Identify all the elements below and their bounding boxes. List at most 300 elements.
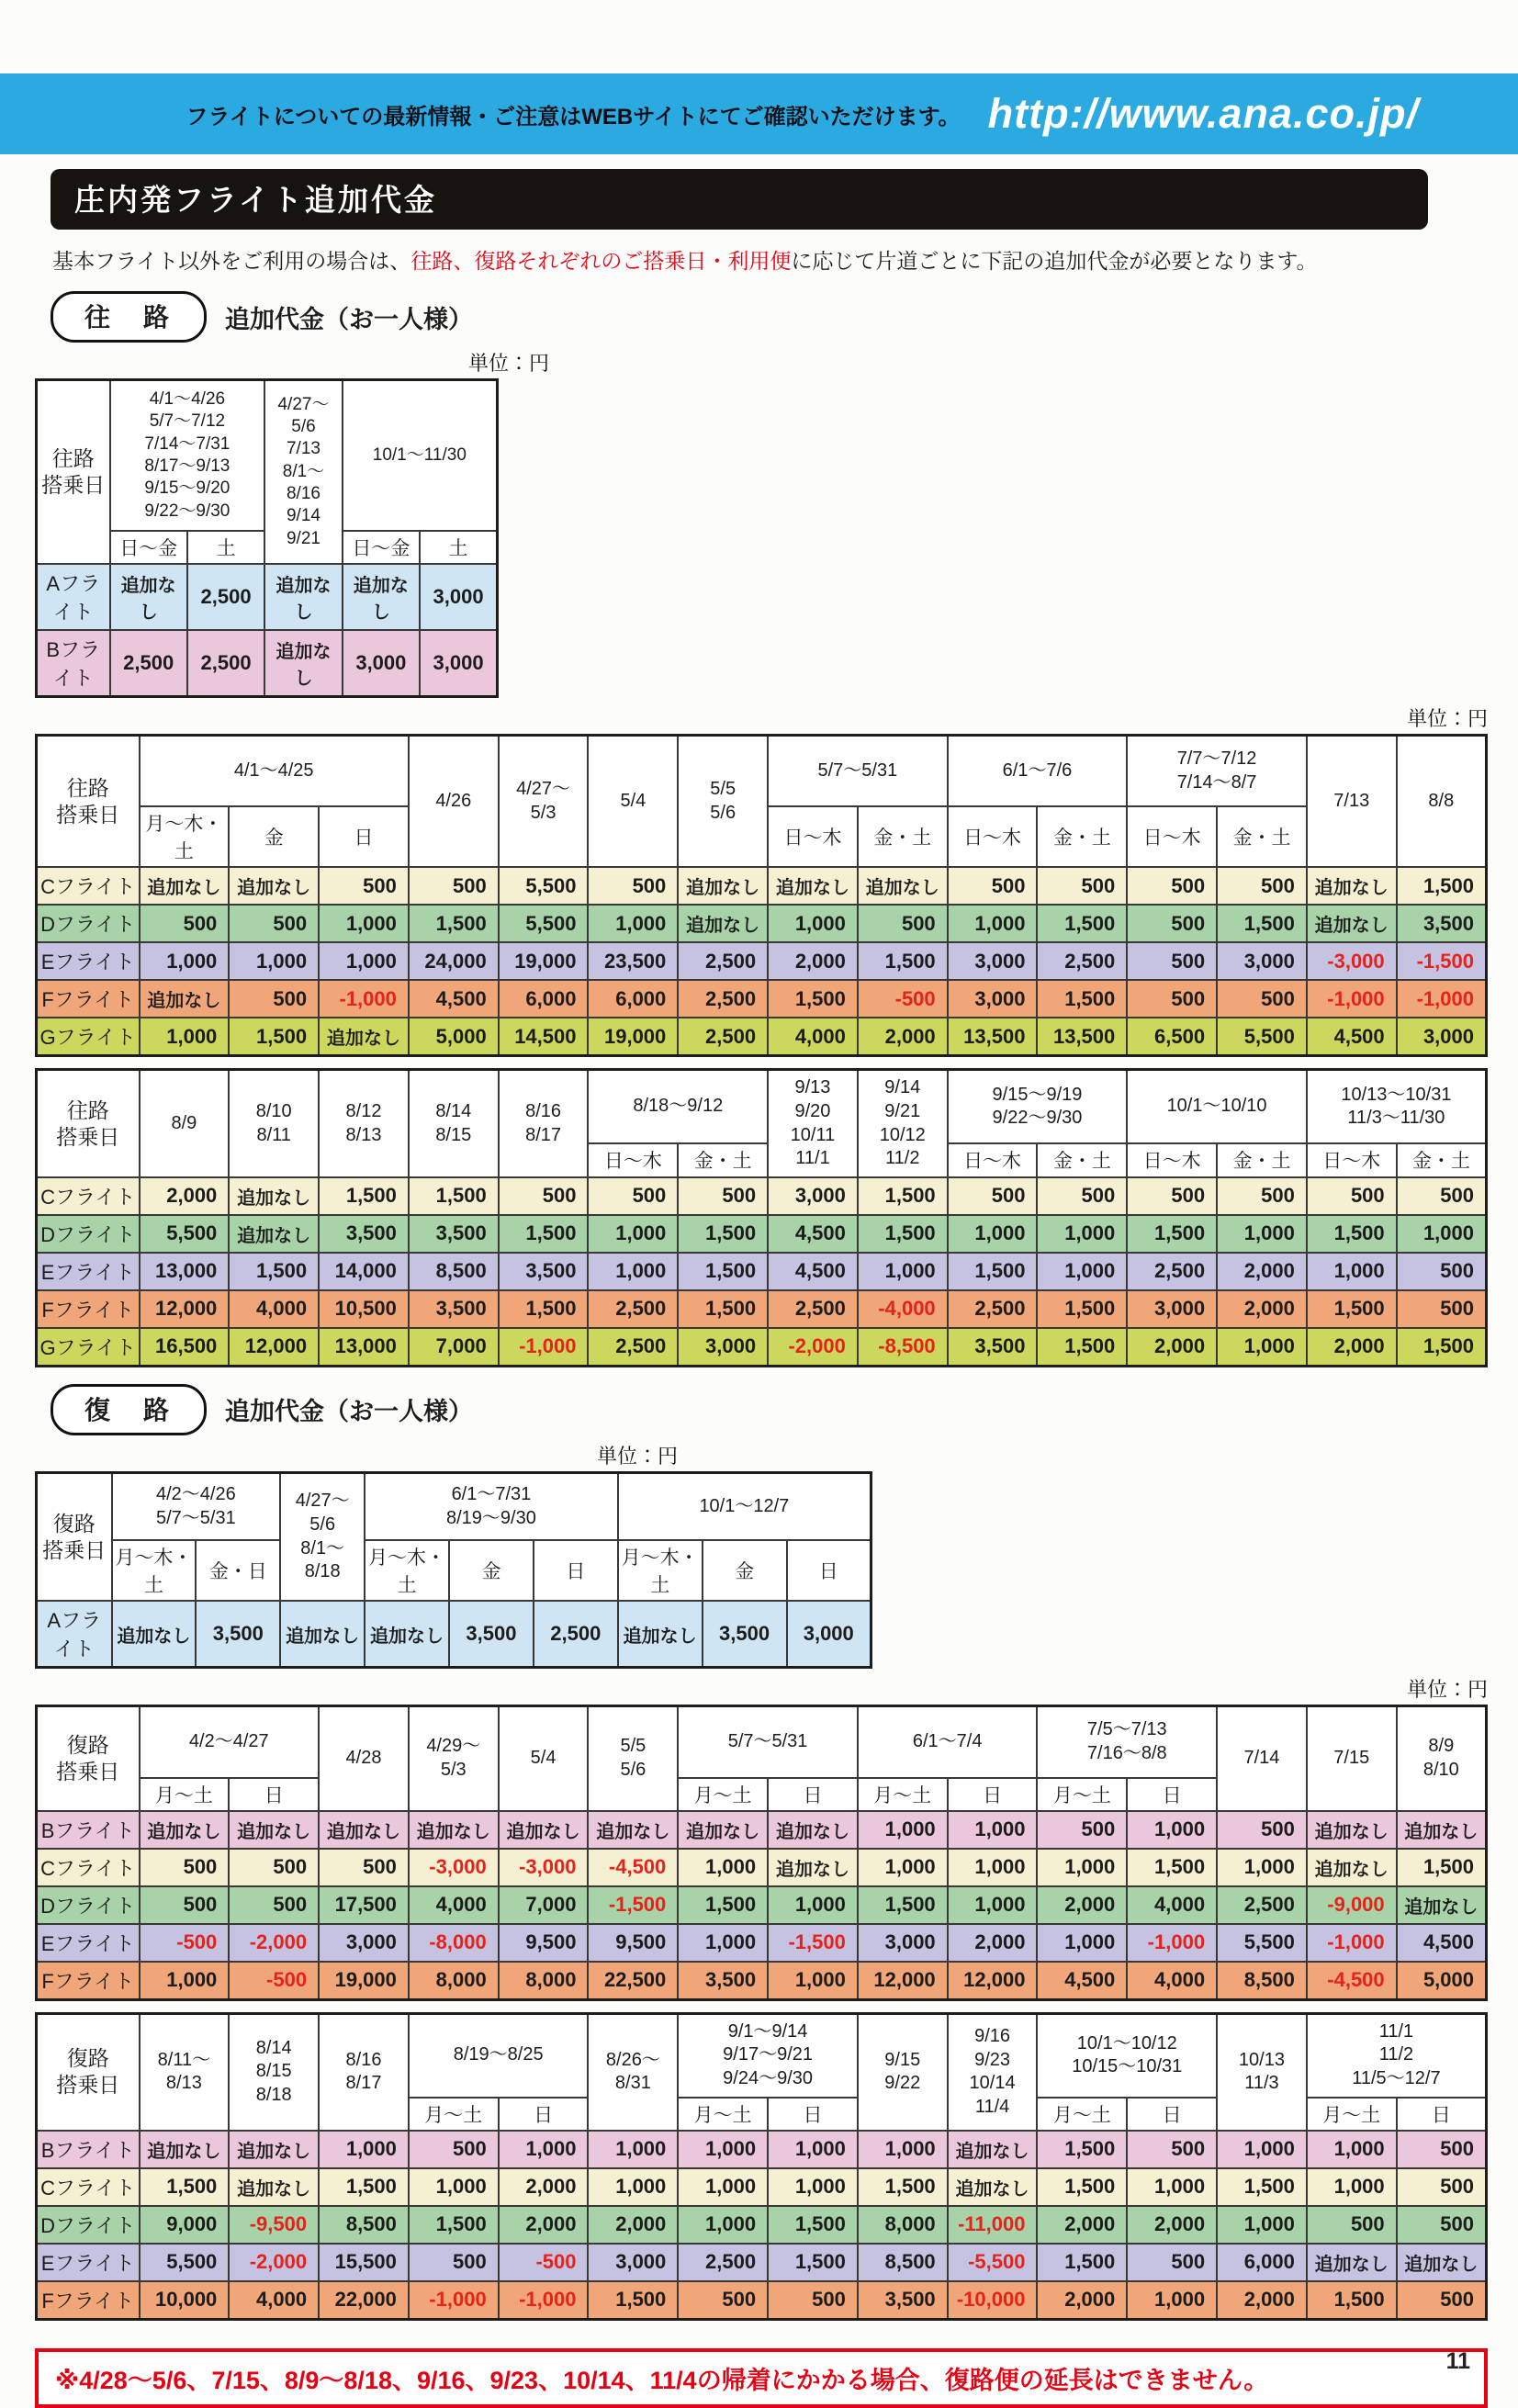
fare-cell: 1,500 bbox=[1037, 980, 1127, 1018]
fare-cell: 2,500 bbox=[678, 2244, 768, 2281]
fare-cell: 13,500 bbox=[948, 1018, 1038, 1056]
fare-cell: 1,000 bbox=[140, 1962, 230, 2000]
date-range-header: 4/1～4/25 bbox=[140, 735, 409, 806]
date-range-header: 5/7～5/31 bbox=[768, 735, 948, 806]
fare-cell: 500 bbox=[229, 980, 319, 1018]
date-range-header: 10/1～11/30 bbox=[343, 380, 498, 531]
fare-cell: 13,000 bbox=[140, 1253, 230, 1290]
fare-cell: 6,500 bbox=[1127, 1018, 1217, 1056]
fare-row bbox=[37, 1253, 1487, 1290]
fare-cell: 1,500 bbox=[499, 1290, 589, 1328]
fare-row bbox=[37, 1849, 1487, 1886]
fare-cell: -8,000 bbox=[409, 1924, 499, 1962]
fare-cell: 2,000 bbox=[499, 2206, 589, 2244]
fare-cell: 12,000 bbox=[858, 1962, 948, 2000]
fare-cell: 追加なし bbox=[112, 1601, 197, 1668]
fare-row bbox=[37, 1177, 1487, 1215]
fare-cell: 1,500 bbox=[1037, 2131, 1127, 2168]
fare-row bbox=[37, 980, 1487, 1018]
flight-label: Fフライト bbox=[37, 2281, 140, 2320]
day-of-week-header: 金・土 bbox=[1037, 806, 1127, 867]
flight-label: Fフライト bbox=[37, 980, 140, 1018]
fare-cell: 3,000 bbox=[768, 1177, 858, 1215]
fare-cell: 5,500 bbox=[499, 867, 589, 905]
page-title: 庄内発フライト追加代金 bbox=[51, 169, 1428, 230]
fare-cell: 23,500 bbox=[588, 942, 678, 980]
fare-cell: 14,500 bbox=[499, 1018, 589, 1056]
fare-cell: 4,500 bbox=[409, 980, 499, 1018]
fare-cell: 2,000 bbox=[1217, 1290, 1307, 1328]
fare-cell: 1,000 bbox=[1217, 2131, 1307, 2168]
fare-cell: 500 bbox=[1127, 1177, 1217, 1215]
fare-cell: 5,500 bbox=[1217, 1924, 1307, 1962]
fare-cell: 追加なし bbox=[1307, 1811, 1397, 1849]
flight-label: Eフライト bbox=[37, 1253, 140, 1290]
flight-label: Bフライト bbox=[37, 630, 110, 697]
fare-row bbox=[37, 564, 498, 630]
fare-cell: 5,500 bbox=[1217, 1018, 1307, 1056]
fare-cell: 1,500 bbox=[678, 1253, 768, 1290]
fare-cell: -1,000 bbox=[499, 1328, 589, 1367]
fare-cell: 3,000 bbox=[1217, 942, 1307, 980]
day-of-week-header: 月～土 bbox=[409, 2098, 499, 2131]
date-range-header: 10/1～12/7 bbox=[618, 1472, 871, 1540]
fare-cell: 10,500 bbox=[319, 1290, 409, 1328]
day-of-week-header: 日～木 bbox=[588, 1143, 678, 1177]
fare-cell: -2,000 bbox=[229, 1924, 319, 1962]
fare-cell: 8,000 bbox=[409, 1962, 499, 2000]
fare-cell: 1,000 bbox=[678, 2131, 768, 2168]
date-range-header: 4/27～5/6 7/13 8/1～8/16 9/14 9/21 bbox=[264, 380, 342, 564]
fare-cell: 13,500 bbox=[1037, 1018, 1127, 1056]
fare-row bbox=[37, 1215, 1487, 1253]
date-range-header: 9/13 9/20 10/11 11/1 bbox=[768, 1070, 858, 1177]
fare-cell: -3,000 bbox=[499, 1849, 589, 1886]
fare-cell: -8,500 bbox=[858, 1328, 948, 1367]
date-range-header: 7/5～7/13 7/16～8/8 bbox=[1037, 1706, 1217, 1778]
fare-cell: 1,500 bbox=[1127, 1215, 1217, 1253]
fare-cell: 2,500 bbox=[1127, 1253, 1217, 1290]
fare-table-inbound-bf-2 bbox=[35, 2012, 1488, 2321]
fare-cell: 追加なし bbox=[948, 2168, 1038, 2206]
fare-cell: 1,500 bbox=[1307, 2281, 1397, 2320]
fare-table-inbound-bf-1 bbox=[35, 1705, 1488, 2001]
fare-cell: 追加なし bbox=[1307, 867, 1397, 905]
day-of-week-header: 日 bbox=[1127, 1778, 1217, 1811]
fare-cell: 500 bbox=[858, 905, 948, 942]
date-range-header: 8/9 8/10 bbox=[1397, 1706, 1487, 1811]
fare-cell: 1,500 bbox=[588, 2281, 678, 2320]
day-of-week-header: 月～土 bbox=[678, 2098, 768, 2131]
day-of-week-header: 日 bbox=[229, 1778, 319, 1811]
fare-cell: 2,500 bbox=[187, 564, 264, 630]
fare-cell: 追加なし bbox=[1397, 1886, 1487, 1924]
fare-cell: 1,000 bbox=[1037, 1215, 1127, 1253]
date-range-header: 7/13 bbox=[1307, 735, 1397, 867]
date-range-header: 4/1～4/26 5/7～7/12 7/14～7/31 8/17～9/13 9/15～9/20 9/22～9/30 bbox=[110, 380, 265, 531]
fare-cell: -3,000 bbox=[1307, 942, 1397, 980]
day-of-week-header: 土 bbox=[420, 531, 497, 564]
page-number: 11 bbox=[1445, 2347, 1470, 2374]
restriction-note: ※4/28～5/6、7/15、8/9～8/18、9/16、9/23、10/14、11/4の帰着にかかる場合、復路便の延長はできません。 bbox=[35, 2348, 1488, 2408]
fare-cell: 1,000 bbox=[588, 1253, 678, 1290]
fare-cell: -1,000 bbox=[409, 2281, 499, 2320]
intro-text bbox=[52, 244, 1481, 275]
fare-cell: 14,000 bbox=[319, 1253, 409, 1290]
fare-cell: 1,000 bbox=[229, 942, 319, 980]
fare-cell: 5,500 bbox=[140, 2244, 230, 2281]
intro-highlight: 往路、復路それぞれのご搭乗日・利用便 bbox=[410, 249, 792, 273]
date-range-header: 4/27～ 5/3 bbox=[499, 735, 589, 867]
day-of-week-header: 土 bbox=[187, 531, 264, 564]
fare-cell: 2,000 bbox=[1037, 2206, 1127, 2244]
date-range-header: 9/15 9/22 bbox=[858, 2013, 948, 2130]
date-range-header: 5/5 5/6 bbox=[588, 1706, 678, 1811]
outbound-section bbox=[0, 291, 1518, 1367]
fare-cell: 1,000 bbox=[1307, 2131, 1397, 2168]
day-of-week-header: 日～木 bbox=[1127, 806, 1217, 867]
fare-cell: 追加なし bbox=[110, 564, 187, 630]
date-range-header: 4/2～4/27 bbox=[140, 1706, 320, 1778]
fare-cell: 8,000 bbox=[858, 2206, 948, 2244]
fare-cell: 500 bbox=[1397, 2206, 1487, 2244]
flight-label: Cフライト bbox=[37, 2168, 140, 2206]
fare-row bbox=[37, 1290, 1487, 1328]
fare-cell: 追加なし bbox=[1307, 2244, 1397, 2281]
fare-cell: 追加なし bbox=[229, 2131, 319, 2168]
day-of-week-header: 月～土 bbox=[858, 1778, 948, 1811]
fare-cell: 3,000 bbox=[319, 1924, 409, 1962]
fare-cell: 1,500 bbox=[1037, 905, 1127, 942]
fare-cell: 1,000 bbox=[948, 1886, 1038, 1924]
fare-table-outbound-cg-2 bbox=[35, 1068, 1488, 1367]
fare-cell: 1,500 bbox=[229, 1018, 319, 1056]
fare-cell: 6,000 bbox=[1217, 2244, 1307, 2281]
inbound-subtitle: 追加代金（お一人様） bbox=[225, 1398, 474, 1426]
fare-cell: 1,500 bbox=[409, 1177, 499, 1215]
fare-cell: 2,000 bbox=[768, 942, 858, 980]
fare-cell: 2,500 bbox=[768, 1290, 858, 1328]
fare-cell: 15,500 bbox=[319, 2244, 409, 2281]
day-of-week-header: 日 bbox=[499, 2098, 589, 2131]
fare-cell: 3,500 bbox=[1397, 905, 1487, 942]
table-corner-label: 復路 搭乗日 bbox=[37, 1472, 112, 1601]
fare-cell: 500 bbox=[229, 1886, 319, 1924]
fare-cell: 1,500 bbox=[409, 2206, 499, 2244]
fare-cell: 2,000 bbox=[948, 1924, 1038, 1962]
date-range-header: 10/13～10/31 11/3～11/30 bbox=[1307, 1070, 1487, 1143]
fare-cell: 追加なし bbox=[140, 1811, 230, 1849]
fare-cell: 1,000 bbox=[588, 2168, 678, 2206]
fare-cell: 1,000 bbox=[768, 2131, 858, 2168]
day-of-week-header: 金・土 bbox=[1397, 1143, 1487, 1177]
date-range-header: 8/16 8/17 bbox=[499, 1070, 589, 1177]
day-of-week-header: 金・土 bbox=[858, 806, 948, 867]
fare-cell: 1,500 bbox=[858, 1177, 948, 1215]
fare-cell: -500 bbox=[229, 1962, 319, 2000]
fare-cell: 1,500 bbox=[1307, 1215, 1397, 1253]
fare-cell: -5,500 bbox=[948, 2244, 1038, 2281]
day-of-week-header: 日～木 bbox=[768, 806, 858, 867]
fare-cell: -500 bbox=[858, 980, 948, 1018]
fare-cell: 追加なし bbox=[588, 1811, 678, 1849]
fare-cell: 1,000 bbox=[319, 2131, 409, 2168]
day-of-week-header: 月～土 bbox=[678, 1778, 768, 1811]
fare-cell: 1,000 bbox=[588, 905, 678, 942]
fare-cell: 1,000 bbox=[319, 905, 409, 942]
fare-cell: -11,000 bbox=[948, 2206, 1038, 2244]
flight-label: Cフライト bbox=[37, 1849, 140, 1886]
fare-cell: 9,500 bbox=[499, 1924, 589, 1962]
fare-cell: 3,000 bbox=[948, 942, 1038, 980]
fare-cell: 500 bbox=[319, 1849, 409, 1886]
fare-row bbox=[37, 2168, 1487, 2206]
fare-cell: 5,000 bbox=[1397, 1962, 1487, 2000]
date-range-header: 7/14 bbox=[1217, 1706, 1307, 1811]
fare-cell: 追加なし bbox=[768, 1811, 858, 1849]
flight-label: Dフライト bbox=[37, 2206, 140, 2244]
fare-cell: 1,000 bbox=[678, 2168, 768, 2206]
flight-label: Bフライト bbox=[37, 1811, 140, 1849]
fare-cell: 4,500 bbox=[768, 1253, 858, 1290]
fare-cell: 10,000 bbox=[140, 2281, 230, 2320]
date-range-header: 9/15～9/19 9/22～9/30 bbox=[948, 1070, 1128, 1143]
fare-cell: 500 bbox=[409, 867, 499, 905]
fare-row bbox=[37, 1601, 871, 1668]
fare-cell: 2,000 bbox=[1127, 2206, 1217, 2244]
day-of-week-header: 日～木 bbox=[1307, 1143, 1397, 1177]
fare-cell: 1,500 bbox=[1217, 2168, 1307, 2206]
flight-label: Eフライト bbox=[37, 2244, 140, 2281]
fare-cell: 4,000 bbox=[1127, 1886, 1217, 1924]
day-of-week-header: 月～木・土 bbox=[618, 1540, 703, 1601]
flight-label: Eフライト bbox=[37, 942, 140, 980]
day-of-week-header: 金・土 bbox=[1037, 1143, 1127, 1177]
fare-cell: 1,000 bbox=[1127, 1811, 1217, 1849]
fare-cell: 2,500 bbox=[588, 1328, 678, 1367]
flight-label: Gフライト bbox=[37, 1328, 140, 1367]
fare-cell: 500 bbox=[1217, 980, 1307, 1018]
fare-cell: 4,000 bbox=[1127, 1962, 1217, 2000]
fare-cell: 500 bbox=[140, 1886, 230, 1924]
day-of-week-header: 月～木・土 bbox=[365, 1540, 449, 1601]
fare-cell: 追加なし bbox=[768, 867, 858, 905]
fare-cell: 500 bbox=[140, 1849, 230, 1886]
fare-cell: 2,500 bbox=[110, 630, 187, 697]
fare-cell: 2,500 bbox=[1217, 1886, 1307, 1924]
fare-cell: 1,000 bbox=[948, 905, 1038, 942]
fare-cell: 500 bbox=[1127, 980, 1217, 1018]
fare-cell: -9,500 bbox=[229, 2206, 319, 2244]
fare-cell: 3,000 bbox=[588, 2244, 678, 2281]
day-of-week-header: 月～土 bbox=[1037, 1778, 1127, 1811]
fare-cell: 1,500 bbox=[768, 980, 858, 1018]
fare-cell: 500 bbox=[1037, 1811, 1127, 1849]
day-of-week-header: 日 bbox=[1127, 2098, 1217, 2131]
fare-cell: -1,000 bbox=[1307, 1924, 1397, 1962]
fare-cell: 500 bbox=[1127, 942, 1217, 980]
fare-cell: 1,000 bbox=[1127, 2168, 1217, 2206]
date-range-header: 6/1～7/6 bbox=[948, 735, 1128, 806]
fare-cell: 4,500 bbox=[1307, 1018, 1397, 1056]
fare-cell: 500 bbox=[1217, 1811, 1307, 1849]
fare-cell: 3,500 bbox=[409, 1215, 499, 1253]
flight-label: Bフライト bbox=[37, 2131, 140, 2168]
day-of-week-header: 日～金 bbox=[110, 531, 187, 564]
fare-cell: 1,000 bbox=[1037, 1849, 1127, 1886]
fare-cell: 1,500 bbox=[229, 1253, 319, 1290]
fare-cell: 500 bbox=[588, 867, 678, 905]
fare-cell: 22,000 bbox=[319, 2281, 409, 2320]
fare-cell: 3,500 bbox=[948, 1328, 1038, 1367]
date-range-header: 10/1～10/12 10/15～10/31 bbox=[1037, 2013, 1217, 2097]
fare-cell: 1,000 bbox=[140, 1018, 230, 1056]
day-of-week-header: 日 bbox=[534, 1540, 618, 1601]
day-of-week-header: 金 bbox=[449, 1540, 534, 1601]
fare-cell: 19,000 bbox=[319, 1962, 409, 2000]
fare-cell: 2,000 bbox=[858, 1018, 948, 1056]
fare-cell: 1,500 bbox=[1037, 2168, 1127, 2206]
fare-cell: 3,000 bbox=[787, 1601, 871, 1668]
fare-row bbox=[37, 1886, 1487, 1924]
date-range-header: 5/7～5/31 bbox=[678, 1706, 858, 1778]
fare-cell: 1,500 bbox=[948, 1253, 1038, 1290]
fare-cell: 3,000 bbox=[948, 980, 1038, 1018]
fare-cell: 500 bbox=[1217, 1177, 1307, 1215]
fare-cell: 8,500 bbox=[1217, 1962, 1307, 2000]
fare-cell: 追加なし bbox=[768, 1849, 858, 1886]
fare-table-outbound-ab bbox=[35, 378, 1488, 698]
fare-cell: 500 bbox=[1307, 2206, 1397, 2244]
fare-row bbox=[37, 867, 1487, 905]
date-range-header: 4/2～4/26 5/7～5/31 bbox=[112, 1472, 281, 1540]
fare-cell: 1,500 bbox=[678, 1215, 768, 1253]
fare-cell: 500 bbox=[768, 2281, 858, 2320]
date-range-header: 4/26 bbox=[409, 735, 499, 867]
fare-table bbox=[35, 2012, 1488, 2321]
date-range-header: 7/15 bbox=[1307, 1706, 1397, 1811]
day-of-week-header: 金 bbox=[229, 806, 319, 867]
fare-cell: 1,500 bbox=[499, 1215, 589, 1253]
fare-cell: 1,000 bbox=[140, 942, 230, 980]
date-range-header: 6/1～7/4 bbox=[858, 1706, 1038, 1778]
unit-label: 単位：円 bbox=[596, 1444, 678, 1468]
fare-cell: 2,500 bbox=[948, 1290, 1038, 1328]
fare-cell: 6,000 bbox=[588, 980, 678, 1018]
date-range-header: 8/11～ 8/13 bbox=[140, 2013, 230, 2130]
fare-cell: 8,000 bbox=[499, 1962, 589, 2000]
fare-cell: 3,000 bbox=[1397, 1018, 1487, 1056]
fare-cell: 13,000 bbox=[319, 1328, 409, 1367]
fare-cell: -4,000 bbox=[858, 1290, 948, 1328]
intro-pre: 基本フライト以外をご利用の場合は、 bbox=[52, 249, 411, 273]
fare-cell: 追加なし bbox=[365, 1601, 449, 1668]
fare-cell: 追加なし bbox=[343, 564, 420, 630]
banner-info-text: フライトについての最新情報・ご注意はWEBサイトにてご確認いただけます。 bbox=[186, 104, 961, 129]
fare-cell: -1,000 bbox=[1397, 980, 1487, 1018]
date-range-header: 4/29～ 5/3 bbox=[409, 1706, 499, 1811]
fare-cell: 1,000 bbox=[409, 2168, 499, 2206]
fare-cell: 500 bbox=[1397, 2168, 1487, 2206]
fare-cell: 500 bbox=[1127, 2244, 1217, 2281]
flight-label: Aフライト bbox=[37, 1601, 112, 1668]
fare-cell: 1,500 bbox=[1397, 1328, 1487, 1367]
fare-cell: 16,500 bbox=[140, 1328, 230, 1367]
fare-cell: 追加なし bbox=[1397, 2244, 1487, 2281]
fare-cell: 追加なし bbox=[858, 867, 948, 905]
fare-table bbox=[35, 378, 499, 698]
fare-cell: 3,500 bbox=[499, 1253, 589, 1290]
date-range-header: 10/13 11/3 bbox=[1217, 2013, 1307, 2130]
fare-cell: 500 bbox=[409, 2131, 499, 2168]
fare-cell: 2,000 bbox=[499, 2168, 589, 2206]
fare-cell: 4,500 bbox=[1397, 1924, 1487, 1962]
fare-cell: 1,000 bbox=[1217, 1328, 1307, 1367]
day-of-week-header: 金・土 bbox=[1217, 806, 1307, 867]
fare-cell: 1,000 bbox=[1397, 1215, 1487, 1253]
date-range-header: 6/1～7/31 8/19～9/30 bbox=[365, 1472, 618, 1540]
fare-cell: 500 bbox=[1307, 1177, 1397, 1215]
date-range-header: 8/14 8/15 bbox=[409, 1070, 499, 1177]
fare-cell: -500 bbox=[499, 2244, 589, 2281]
date-range-header: 8/18～9/12 bbox=[588, 1070, 768, 1143]
table-corner-label: 往路 搭乗日 bbox=[37, 735, 140, 867]
fare-cell: 500 bbox=[678, 1177, 768, 1215]
fare-cell: 3,500 bbox=[319, 1215, 409, 1253]
inbound-content bbox=[35, 1441, 1488, 2408]
day-of-week-header: 日～金 bbox=[343, 531, 420, 564]
flight-label: Dフライト bbox=[37, 905, 140, 942]
fare-cell: 500 bbox=[319, 867, 409, 905]
date-range-header: 8/26～ 8/31 bbox=[588, 2013, 678, 2130]
date-range-header: 9/16 9/23 10/14 11/4 bbox=[948, 2013, 1038, 2130]
fare-cell: 4,000 bbox=[768, 1018, 858, 1056]
fare-cell: 1,000 bbox=[678, 2206, 768, 2244]
fare-row bbox=[37, 1924, 1487, 1962]
fare-cell: 500 bbox=[229, 1849, 319, 1886]
fare-cell: 2,000 bbox=[588, 2206, 678, 2244]
fare-cell: -4,500 bbox=[1307, 1962, 1397, 2000]
date-range-header: 8/14 8/15 8/18 bbox=[229, 2013, 319, 2130]
fare-cell: 500 bbox=[1397, 1177, 1487, 1215]
fare-cell: -500 bbox=[140, 1924, 230, 1962]
fare-cell: 1,000 bbox=[858, 2131, 948, 2168]
fare-cell: 追加なし bbox=[229, 1215, 319, 1253]
date-range-header: 5/4 bbox=[499, 1706, 589, 1811]
fare-cell: 1,000 bbox=[1217, 1215, 1307, 1253]
fare-row bbox=[37, 905, 1487, 942]
flight-label: Eフライト bbox=[37, 1924, 140, 1962]
fare-cell: 1,500 bbox=[678, 1290, 768, 1328]
fare-cell: 1,500 bbox=[140, 2168, 230, 2206]
fare-cell: 1,500 bbox=[858, 942, 948, 980]
fare-cell: 追加なし bbox=[229, 867, 319, 905]
fare-cell: 2,000 bbox=[1307, 1328, 1397, 1367]
day-of-week-header: 日 bbox=[787, 1540, 871, 1601]
fare-row bbox=[37, 630, 498, 697]
fare-cell: 2,000 bbox=[1217, 2281, 1307, 2320]
fare-table-outbound-cg-1 bbox=[35, 734, 1488, 1058]
fare-cell: 4,000 bbox=[229, 2281, 319, 2320]
fare-cell: 1,500 bbox=[1397, 867, 1487, 905]
fare-cell: 9,000 bbox=[140, 2206, 230, 2244]
day-of-week-header: 日 bbox=[948, 1778, 1038, 1811]
flight-label: Fフライト bbox=[37, 1962, 140, 2000]
intro-post: に応じて片道ごとに下記の追加代金が必要となります。 bbox=[791, 249, 1318, 273]
fare-cell: 1,000 bbox=[319, 942, 409, 980]
fare-cell: 12,000 bbox=[948, 1962, 1038, 2000]
fare-cell: 500 bbox=[1397, 1290, 1487, 1328]
